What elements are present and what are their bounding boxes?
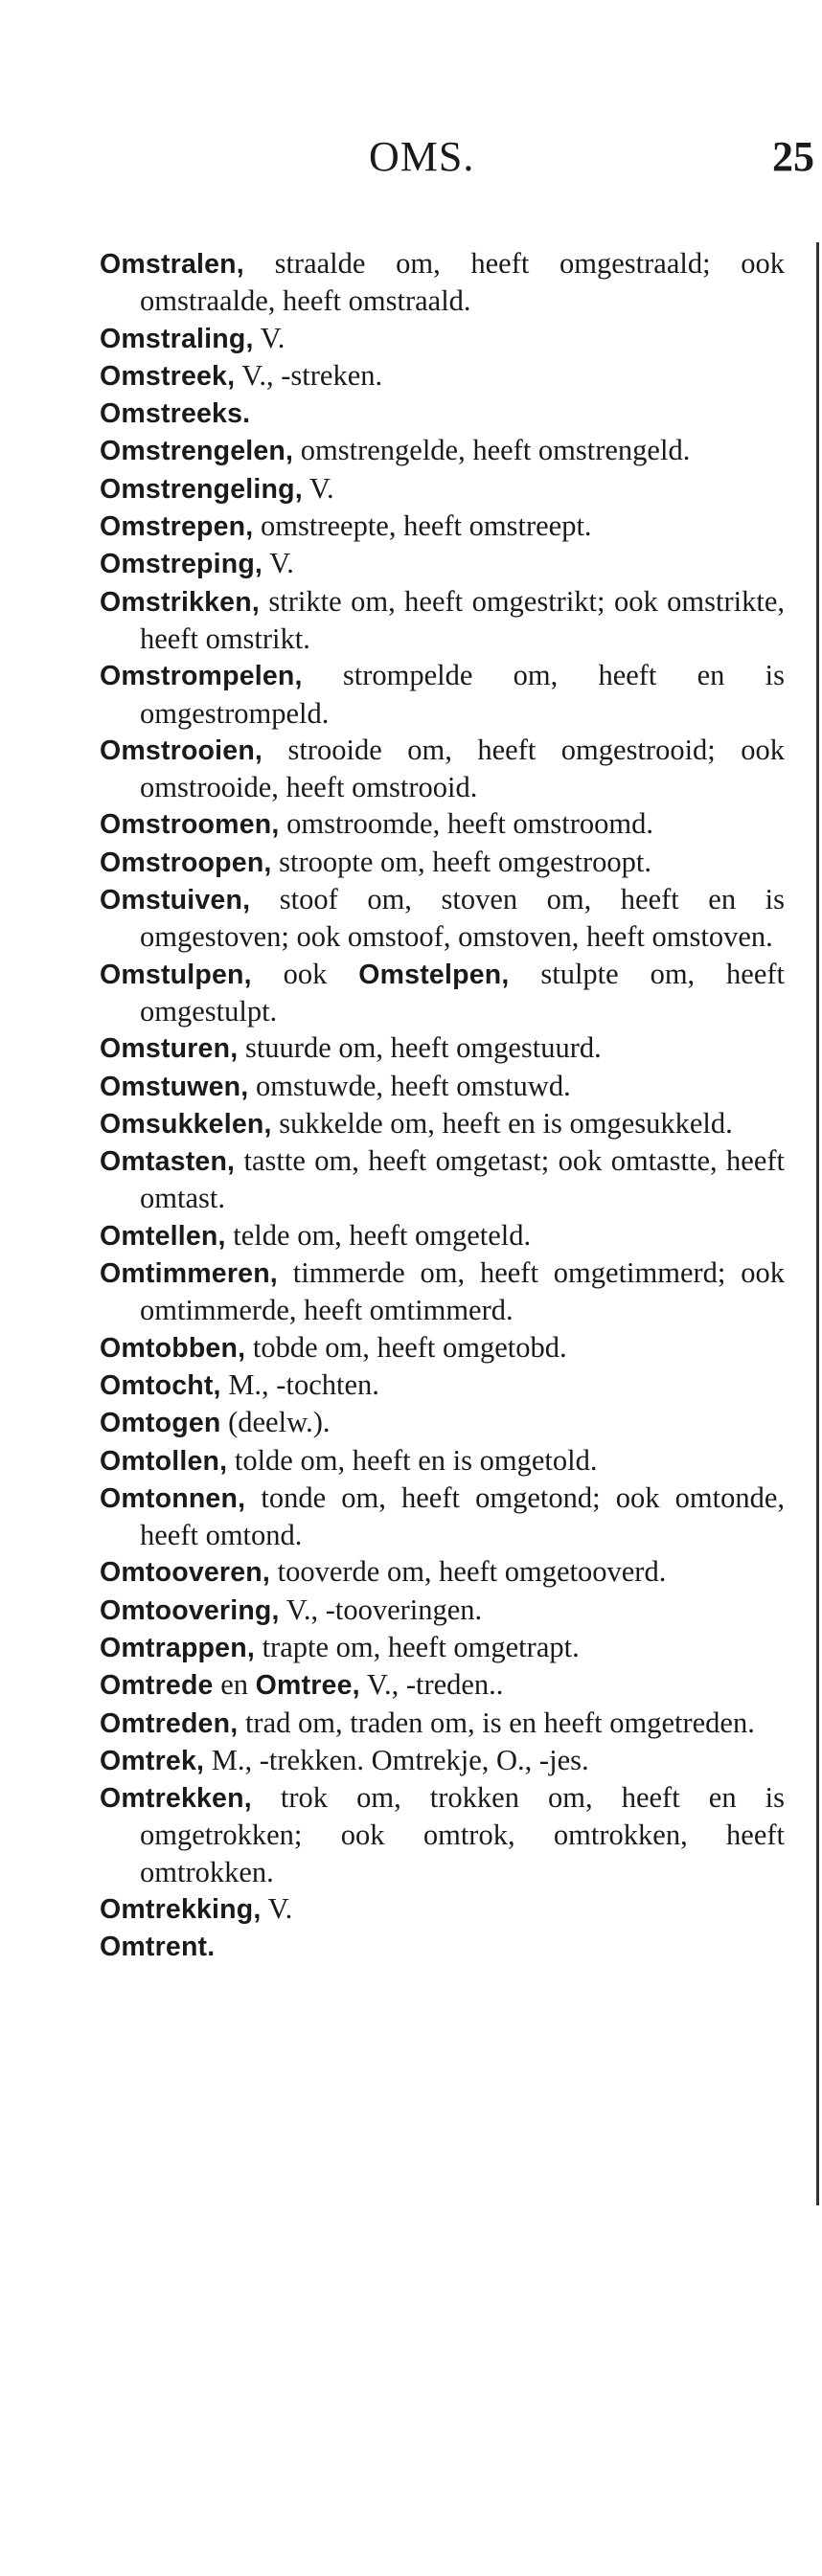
dictionary-entry bbox=[100, 1404, 785, 1441]
headword-variant: Omstelpen, bbox=[358, 959, 510, 990]
dictionary-entry bbox=[100, 1105, 785, 1142]
definition-text: tolde om, heeft en is omgetold. bbox=[227, 1443, 598, 1477]
headword: Omtrekken, bbox=[100, 1783, 252, 1815]
headword: Omstuwen, bbox=[100, 1071, 249, 1102]
headword: Omstraling, bbox=[100, 323, 254, 354]
headword: Omstrikken, bbox=[100, 586, 260, 618]
dictionary-entry bbox=[100, 320, 785, 357]
definition-text: stroopte om, heeft omgestroopt. bbox=[271, 845, 651, 878]
headword: Omstrepen, bbox=[100, 511, 254, 543]
headword: Omstroomen, bbox=[100, 809, 280, 841]
headword: Omstroopen, bbox=[100, 847, 272, 878]
dictionary-entry bbox=[100, 583, 785, 658]
dictionary-entry bbox=[100, 1254, 785, 1329]
headword: Omtrent. bbox=[100, 1932, 216, 1963]
headword: Omtreden, bbox=[100, 1707, 239, 1739]
headword: Omtobben, bbox=[100, 1332, 246, 1364]
running-head: OMS. bbox=[369, 133, 475, 180]
definition-text: omstuwde, heeft omstuwd. bbox=[248, 1069, 571, 1102]
dictionary-entry bbox=[100, 844, 785, 881]
dictionary-entry bbox=[100, 395, 785, 432]
definition-text: tastte om, heeft omgetast; ook omtastte, heeft omtast. bbox=[140, 1144, 785, 1215]
definition-text: ook bbox=[251, 957, 359, 990]
definition-text: V. bbox=[263, 547, 294, 580]
definition-text: trapte om, heeft omgetrapt. bbox=[254, 1630, 580, 1663]
dictionary-entry bbox=[100, 1666, 785, 1704]
headword: Omtrappen, bbox=[100, 1632, 255, 1663]
dictionary-entry bbox=[100, 432, 785, 469]
dictionary-entry bbox=[100, 1217, 785, 1254]
definition-text: trok om, trokken om, heeft en is omgetrokken; ook omtrok, omtrokken, heeft omtrokken. bbox=[140, 1781, 785, 1888]
definition-text: straalde om, heeft omgestraald; ook omstraalde, heeft omstraald. bbox=[140, 247, 785, 318]
dictionary-entry bbox=[100, 805, 785, 843]
dictionary-entry bbox=[100, 245, 785, 320]
headword: Omtrede bbox=[100, 1670, 214, 1702]
headword: Omtrek, bbox=[100, 1745, 205, 1776]
dictionary-entry bbox=[100, 657, 785, 732]
column-rule bbox=[816, 242, 819, 2205]
dictionary-entry bbox=[100, 1367, 785, 1404]
headword: Omstrompelen, bbox=[100, 661, 303, 692]
definition-text: sukkelde om, heeft en is omgesukkeld. bbox=[271, 1106, 733, 1140]
dictionary-entry bbox=[100, 1329, 785, 1367]
definition-text: omstreepte, heeft omstreept. bbox=[253, 509, 592, 543]
headword: Omtooveren, bbox=[100, 1557, 270, 1589]
dictionary-entry bbox=[100, 956, 785, 1030]
dictionary-entry bbox=[100, 1890, 785, 1928]
headword: Omtasten, bbox=[100, 1146, 236, 1178]
page-header bbox=[0, 132, 822, 190]
dictionary-entry bbox=[100, 1592, 785, 1629]
headword: Omstuiven, bbox=[100, 885, 251, 916]
definition-text: trad om, traden om, is en heeft omgetreden. bbox=[238, 1706, 755, 1739]
definition-text: V., -treden.. bbox=[359, 1668, 504, 1702]
headword: Omtocht, bbox=[100, 1369, 221, 1401]
dictionary-entry bbox=[100, 1742, 785, 1779]
definition-text: omstroomde, heeft omstroomd. bbox=[279, 807, 653, 841]
dictionary-entry bbox=[100, 1442, 785, 1480]
dictionary-entry bbox=[100, 545, 785, 582]
dictionary-entry bbox=[100, 1553, 785, 1591]
headword: Omstrooien, bbox=[100, 734, 263, 766]
headword: Omtogen bbox=[100, 1408, 221, 1439]
dictionary-entry bbox=[100, 1629, 785, 1666]
definition-text: timmerde om, heeft omgetimmerd; ook omtimmerde, heeft omtimmerd. bbox=[140, 1256, 785, 1327]
headword: Omstreping, bbox=[100, 549, 263, 580]
dictionary-entry bbox=[100, 470, 785, 508]
page-number: 25 bbox=[772, 133, 814, 180]
headword: Omstreek, bbox=[100, 360, 236, 392]
definition-text: M., -tochten. bbox=[220, 1367, 379, 1401]
dictionary-entry bbox=[100, 1779, 785, 1890]
definition-text: strompelde om, heeft en is omgestrompeld. bbox=[140, 659, 785, 730]
definition-text: telde om, heeft omgeteld. bbox=[225, 1218, 532, 1252]
definition-text: M., -trekken. Omtrekje, O., -jes. bbox=[204, 1743, 589, 1776]
headword: Omtimmeren, bbox=[100, 1258, 278, 1290]
headword: Omtrekking, bbox=[100, 1894, 262, 1926]
definition-text: V., -streken. bbox=[235, 358, 383, 392]
definition-text: V. bbox=[253, 321, 285, 354]
headword: Omstulpen, bbox=[100, 959, 252, 990]
definition-text: tonde om, heeft omgetond; ook omtonde, heeft omtond. bbox=[140, 1480, 785, 1552]
headword: Omsukkelen, bbox=[100, 1108, 272, 1140]
dictionary-entry bbox=[100, 1142, 785, 1217]
headword: Omstrengelen, bbox=[100, 436, 294, 467]
dictionary-entry bbox=[100, 1029, 785, 1067]
dictionary-entry bbox=[100, 1068, 785, 1105]
headword-variant: Omtree, bbox=[255, 1670, 360, 1702]
dictionary-entry bbox=[100, 1928, 785, 1965]
definition-text: omstrengelde, heeft omstrengeld. bbox=[293, 434, 691, 467]
definition-text: stuurde om, heeft omgestuurd. bbox=[238, 1031, 602, 1065]
headword: Omtollen, bbox=[100, 1445, 228, 1477]
definition-text: en bbox=[213, 1668, 256, 1702]
definition-text: strooide om, heeft omgestrooid; ook omstrooide, heeft omstrooid. bbox=[140, 733, 785, 804]
dictionary-entry bbox=[100, 1705, 785, 1742]
definition-text: stoof om, stoven om, heeft en is omgestoven; ook omstoof, omstoven, heeft omstoven. bbox=[140, 883, 785, 954]
definition-text: V. bbox=[302, 471, 334, 505]
definition-text: tooverde om, heeft omgetooverd. bbox=[270, 1555, 667, 1589]
dictionary-entry bbox=[100, 357, 785, 395]
dictionary-entry bbox=[100, 508, 785, 545]
definition-text: V., -tooveringen. bbox=[279, 1593, 483, 1626]
definition-text: (deelw.). bbox=[220, 1406, 331, 1439]
definition-text: strikte om, heeft omgestrikt; ook omstrikte, heeft omstrikt. bbox=[140, 584, 785, 655]
headword: Omtellen, bbox=[100, 1220, 226, 1252]
headword: Omstralen, bbox=[100, 249, 244, 280]
headword: Omsturen, bbox=[100, 1033, 239, 1065]
dictionary-entry bbox=[100, 1480, 785, 1554]
dictionary-entry bbox=[100, 732, 785, 806]
headword: Omtoovering, bbox=[100, 1594, 280, 1626]
dictionary-entries bbox=[100, 245, 785, 1966]
dictionary-entry bbox=[100, 881, 785, 956]
definition-text: tobde om, heeft omgetobd. bbox=[245, 1330, 567, 1364]
definition-text: V. bbox=[261, 1892, 293, 1926]
headword: Omtonnen, bbox=[100, 1482, 246, 1514]
headword: Omstreeks. bbox=[100, 398, 251, 430]
headword: Omstrengeling, bbox=[100, 473, 303, 505]
definition-text: stulpte om, heeft omgestulpt. bbox=[140, 957, 785, 1028]
